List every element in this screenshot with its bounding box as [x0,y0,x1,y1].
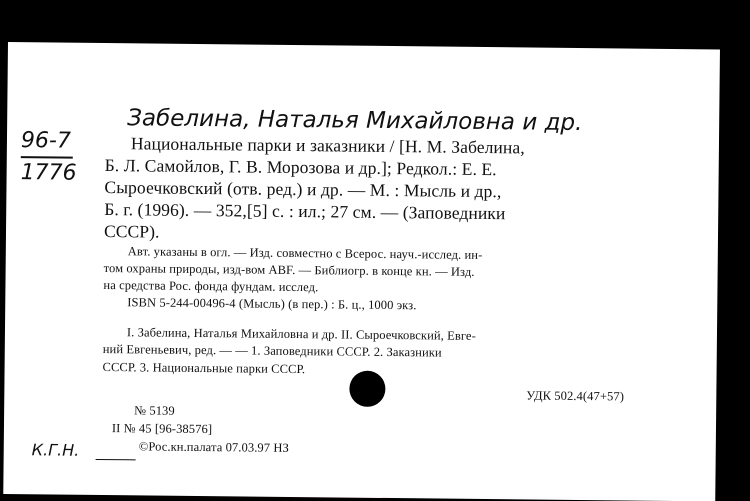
punch-hole [349,371,385,407]
main-line: Б. г. (1996). — 352,[5] с. : ил.; 27 см. — (Заповедники [104,199,506,224]
main-line: СССР). [103,221,160,242]
handwritten-initials: К.Г.Н. [31,440,80,460]
main-line: Сыроечковский (отв. ред.) и др. — М. : Мысль и др., [104,177,502,202]
chamber-stamp: ©Рос.кн.палата 07.03.97 НЗ [138,439,289,455]
tracing-line: I. Забелина, Наталья Михайловна и др. II. Сыроечковский, Евге- [126,325,476,343]
call-number-divider [21,156,73,158]
call-number-bottom: 1776 [20,160,77,186]
isbn-line: ISBN 5-244-00496-4 (Мысль) (в пер.) : Б. ц., 1000 экз. [127,295,417,313]
tracing-line: ний Евгеньевич, ред. — — 1. Заповедники СССР. 2. Заказники [102,342,442,360]
note-line: Авт. указаны в огл. — Изд. совместно с Всерос. науч.-исслед. ин- [127,244,483,262]
handwritten-title: Забелина, Наталья Михайловна и др. [127,105,583,137]
call-number-top: 96-7 [20,128,72,154]
ii-number: II № 45 [96-38576] [111,421,213,437]
tracing-line: СССР. 3. Национальные парки СССР. [102,360,306,377]
note-line: том охраны природы, изд-вом ABF. — Библиогр. в конце кн. — Изд. [103,261,475,279]
udk-code: УДК 502.4(47+57) [526,388,625,404]
note-line: на средства Рос. фонда фундам. исслед. [103,278,319,295]
card-number: № 5139 [134,403,175,418]
catalog-card [3,42,720,501]
main-line: Б. Л. Самойлов, Г. В. Морозова и др.]; Редкол.: Е. Е. [104,155,497,180]
initials-dash [96,459,136,460]
main-line: Национальные парки и заказники / [Н. М. Забелина, [130,133,525,158]
